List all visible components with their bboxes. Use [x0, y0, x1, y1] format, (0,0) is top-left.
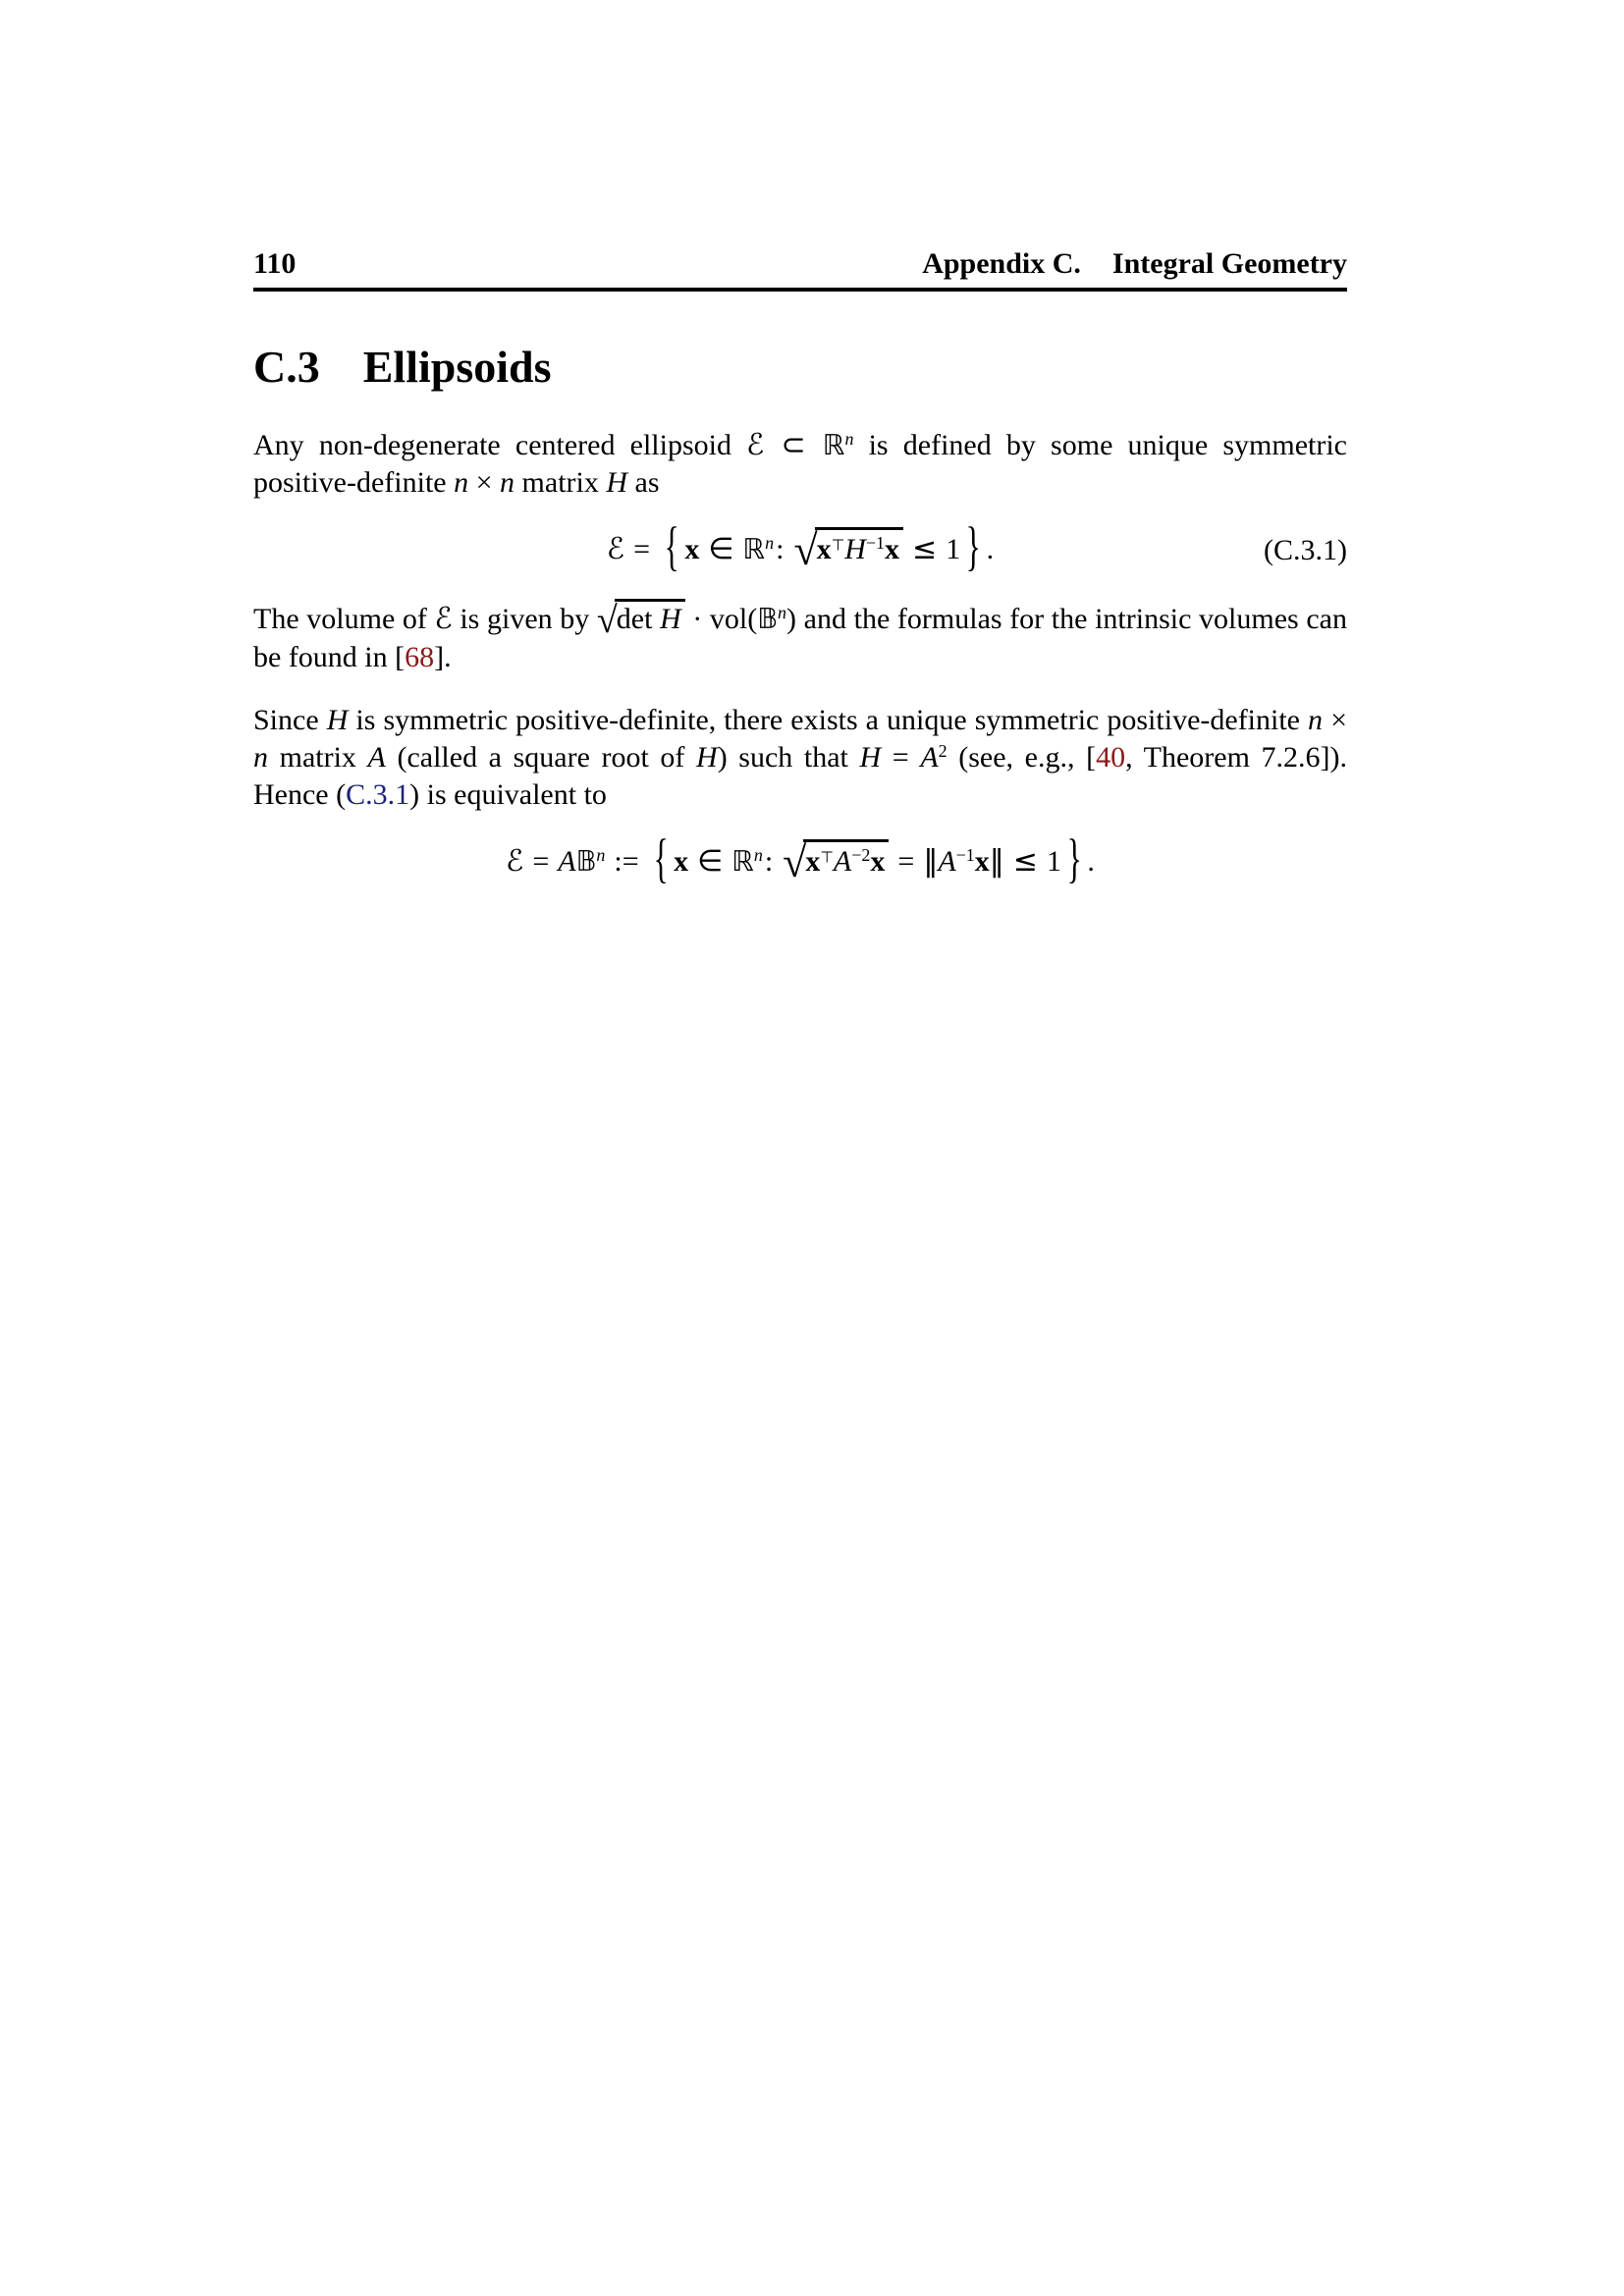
radical-sign: √: [783, 838, 807, 886]
math-number-one: 1: [1046, 845, 1061, 878]
math-superscript-n: n: [765, 533, 775, 554]
equation-2: [253, 828, 1347, 889]
text-run: ) and the formulas for the intrinsic volumes can be found in [: [253, 603, 1347, 673]
power-superscript: −2: [851, 845, 871, 866]
transpose-superscript: ⊤: [831, 536, 845, 555]
section-heading: [253, 343, 1347, 392]
text-run: Any non-degenerate centered ellipsoid: [253, 429, 747, 461]
math-blackboard-B: 𝔹: [757, 603, 779, 635]
section-number: C.3: [253, 342, 320, 392]
squared-superscript: 2: [938, 741, 947, 762]
math-superscript-n: n: [596, 845, 606, 866]
equation-reference-link[interactable]: C.3.1: [346, 778, 410, 811]
page-header: [253, 247, 1347, 292]
math-bold-x: x: [870, 845, 886, 878]
text-run: (see, e.g., [: [947, 741, 1097, 774]
math-blackboard-R: ℝ: [822, 429, 845, 461]
math-bold-x: x: [816, 533, 832, 565]
page-number: 110: [253, 247, 297, 280]
text-run: ) such that: [717, 741, 860, 774]
paragraph-2: [253, 599, 1347, 676]
times-symbol: ×: [468, 466, 501, 499]
radicand: [803, 839, 889, 878]
text-run: is symmetric positive-definite, there exists a unique symmetric positive-definite: [348, 704, 1309, 736]
inverse-superscript: −1: [955, 845, 975, 866]
equals-symbol: =: [633, 533, 650, 565]
element-of-symbol: ∈: [708, 532, 734, 566]
equals-symbol: =: [532, 845, 550, 878]
radical: [596, 600, 685, 641]
radical-sign: √: [793, 526, 818, 574]
radicand: [815, 527, 903, 565]
left-brace: {: [653, 828, 669, 889]
left-brace: {: [664, 516, 679, 577]
inverse-superscript: −1: [865, 533, 886, 554]
colon-symbol: :: [764, 845, 774, 878]
math-var-H: H: [659, 603, 681, 635]
det-operator: det: [616, 603, 660, 635]
leq-symbol: ≤: [912, 532, 938, 566]
equation-c31: [253, 516, 1347, 577]
page-content: [253, 247, 1347, 911]
running-title: [922, 247, 1347, 281]
text-run: matrix: [268, 741, 368, 774]
running-title-text: Integral Geometry: [1111, 247, 1347, 280]
text-run: ) is equivalent to: [409, 778, 607, 811]
right-brace: }: [965, 516, 981, 577]
radicand: [615, 599, 685, 634]
text-run: ].: [434, 641, 452, 673]
math-script-E: ℰ: [606, 532, 625, 566]
math-var-H: H: [696, 741, 718, 774]
text-run: (called a square root of: [385, 741, 697, 774]
math-bold-x: x: [974, 845, 990, 878]
math-var-A: A: [833, 845, 852, 878]
transpose-superscript: ⊤: [820, 848, 834, 867]
math-blackboard-R: ℝ: [731, 845, 754, 878]
colon-symbol: :: [776, 533, 785, 565]
math-superscript-n: n: [844, 429, 854, 450]
math-var-n: n: [454, 466, 469, 499]
math-bold-x: x: [684, 533, 700, 565]
text-run: as: [627, 466, 660, 499]
equation-body: [606, 516, 995, 577]
times-symbol: ×: [1323, 704, 1348, 736]
colon-equals-symbol: :=: [614, 845, 639, 878]
math-var-A: A: [920, 741, 939, 774]
section-title: Ellipsoids: [362, 342, 552, 392]
math-blackboard-B: 𝔹: [575, 845, 597, 878]
math-var-n: n: [500, 466, 515, 499]
subset-symbol: ⊂: [764, 428, 823, 462]
paragraph-1: [253, 427, 1347, 502]
text-run: matrix: [514, 466, 607, 499]
text-run: is defined by some unique symmetric positive-definite: [253, 429, 1347, 499]
math-var-A: A: [938, 845, 956, 878]
math-var-n: n: [1308, 704, 1324, 736]
radical: [783, 838, 889, 886]
math-bold-x: x: [885, 533, 900, 565]
element-of-symbol: ∈: [697, 844, 724, 879]
equation-number: (C.3.1): [1264, 533, 1347, 566]
math-var-H: H: [844, 533, 866, 565]
math-superscript-n: n: [778, 603, 787, 623]
right-brace: }: [1066, 828, 1082, 889]
norm-bar-right: ‖: [989, 844, 1004, 879]
text-run: is given by: [452, 603, 597, 635]
running-title-appendix: Appendix C.: [922, 247, 1081, 280]
citation-link-40[interactable]: 40: [1096, 741, 1126, 774]
math-var-H: H: [326, 704, 349, 736]
text-run: Since: [253, 704, 327, 736]
math-var-H: H: [606, 466, 628, 499]
math-var-A: A: [367, 741, 386, 774]
math-bold-x: x: [805, 845, 821, 878]
citation-link-68[interactable]: 68: [405, 641, 435, 673]
math-var-H: H: [859, 741, 882, 774]
math-script-E: ℰ: [434, 602, 453, 636]
math-var-n: n: [253, 741, 268, 774]
math-script-E: ℰ: [746, 428, 765, 462]
period: .: [986, 533, 995, 565]
text-run: · vol(: [684, 603, 758, 635]
equation-body: [506, 828, 1095, 889]
math-var-A: A: [558, 845, 576, 878]
equals-symbol: =: [881, 741, 921, 774]
period: .: [1087, 845, 1095, 878]
math-script-E: ℰ: [506, 844, 524, 879]
equals-symbol: =: [897, 845, 915, 878]
math-number-one: 1: [946, 533, 961, 565]
paragraph-3: [253, 702, 1347, 814]
text-run: , Theorem 7.2.6]). Hence (: [253, 741, 1347, 811]
radical: [793, 526, 903, 574]
radical-sign: √: [596, 600, 618, 641]
norm-bar-left: ‖: [923, 844, 939, 879]
text-run: The volume of: [253, 603, 435, 635]
math-superscript-n: n: [753, 845, 763, 866]
math-bold-x: x: [674, 845, 689, 878]
math-blackboard-R: ℝ: [742, 533, 766, 565]
leq-symbol: ≤: [1012, 844, 1038, 879]
